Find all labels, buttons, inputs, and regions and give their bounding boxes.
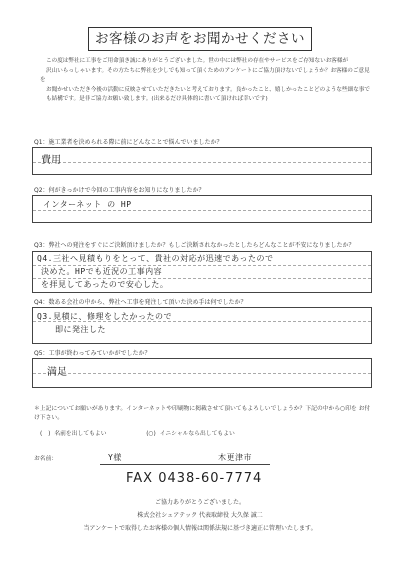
privacy-note: 当アンケートで取得したお客様の個人情報は関係法規に基づき適正に管理いたします。: [83, 525, 317, 532]
fax-number: FAX 0438-60-7774: [126, 471, 263, 486]
answer-3-line: を拝見してあったので安心した。: [41, 280, 169, 289]
ruled-line: [33, 210, 371, 211]
question-3-box: [32, 251, 372, 293]
intro-line: も結構です。是非ご協力お願い致します。(出来るだけ具体的に書いて頂ければ幸いです): [46, 96, 268, 102]
answer-3-line: Q4.三社へ見積もりをとって、貴社の対応が迅速であったので: [37, 254, 274, 263]
option-initial-label: イニシャルなら出してもよい: [159, 431, 235, 437]
intro-line: お聞かせいただき今後の活動に反映させていただきたいと考えております。良かったこと、嬉しかったことどのような些細な事で: [46, 86, 370, 93]
company-name: 株式会社シェアテック 代表取締役 大久保 誠二: [137, 512, 263, 519]
name-value: Y様: [108, 453, 122, 462]
checkbox-name[interactable]: ( ): [40, 431, 51, 437]
question-3-label: Q3：弊社への発注をすぐにご決断頂けましたか？もしご決断されなかったとしたらどんなことが不安になりましたか？: [34, 242, 355, 249]
name-label: お名前：: [34, 456, 58, 462]
question-1-box: [32, 147, 372, 175]
intro-text: [40, 57, 370, 105]
answer-1: 費用: [41, 155, 61, 166]
thanks-text: ご協力ありがとうございました。: [154, 499, 245, 506]
checkbox-initial[interactable]: (○): [146, 431, 156, 437]
answer-2: インターネット の HP: [43, 200, 132, 209]
answer-4-line: 即に発注した: [55, 325, 106, 334]
name-field[interactable]: [100, 450, 270, 465]
question-4-label: Q4：数ある会社の中から、弊社へ工事を発注して頂いた決め手は何でしたか？: [34, 299, 247, 306]
question-2-box: [32, 195, 372, 223]
answer-5: 満足: [47, 367, 67, 378]
consent-options: [40, 428, 235, 437]
address-value: 木更津市: [218, 453, 252, 462]
answer-3-line: 決めた。HPでも近況の工事内容: [41, 267, 163, 276]
consent-text: ＊上記についてお願いがあります。インターネットや印刷物に掲載させて頂いてもよろしいでしょうか？下記の中から○印を お付け下さい。: [34, 406, 371, 421]
page-title: お客様のお声をお聞かせください: [88, 27, 312, 51]
question-1-label: Q1：施工業者を決められる際に前にどんなことで悩んでいましたか？: [34, 139, 223, 146]
intro-line: この度は弊社に工事をご用命頂き誠にありがとうございました。世の中には弊社の存在やサービスをご存知ないお客様が: [46, 58, 349, 64]
intro-line: 沢山いらっしゃいます。その方たちに弊社を少しでも知って頂くためのアンケートにご協力頂けないでしょうか？お客様のご意見を: [40, 67, 370, 83]
question-5-label: Q5：工事が終わってみていかがでしたか？: [34, 350, 151, 357]
question-4-box: [32, 307, 372, 344]
question-5-box: [32, 358, 372, 388]
checkbox-initial-mark: ○: [148, 431, 154, 437]
answer-4-line: Q3.見積に、修理をしたかったので: [37, 312, 172, 321]
ruled-line: [33, 373, 371, 374]
question-2-label: Q2：何がきっかけで今回の工事内容をお知りになりましたか？: [34, 187, 205, 194]
ruled-line: [33, 162, 371, 163]
option-name-label: 名前を出してもよい: [54, 431, 107, 437]
